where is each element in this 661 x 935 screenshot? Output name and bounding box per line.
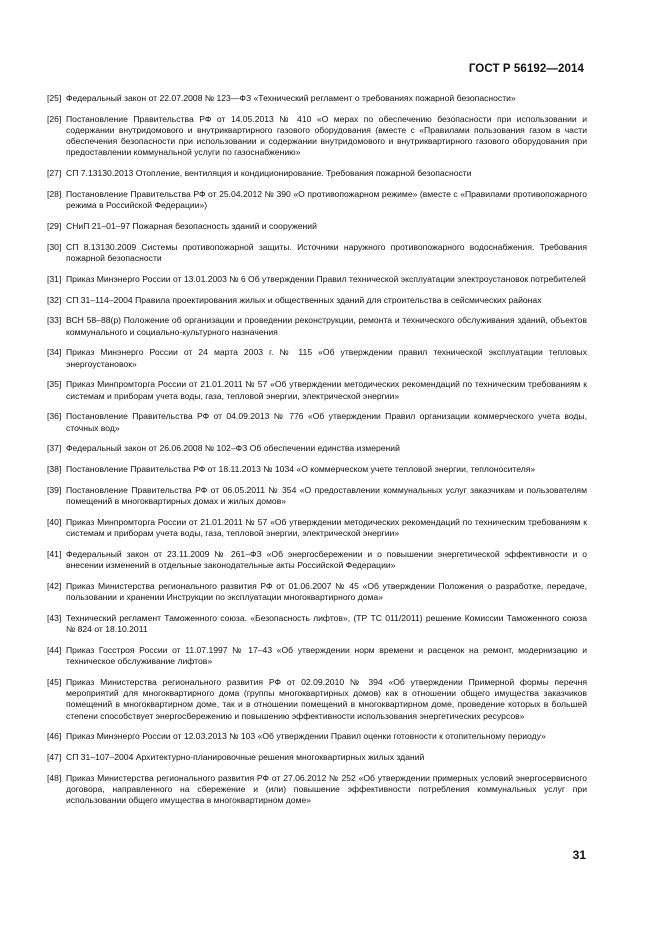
- reference-number: [32]: [47, 294, 62, 305]
- reference-text: Приказ Минпромторга России от 21.01.2011 № 57 «Об утверждении методических рекомендаций по техническим требованиям к системам и приборам учета воды, газа, тепловой энергии, электрической энергии»: [66, 516, 587, 539]
- reference-number: [39]: [47, 484, 62, 495]
- reference-text: Приказ Министерства регионального развития РФ от 02.09.2010 № 394 «Об утверждении Примерной формы перечня мероприятий для многоквартирного дома (группы многоквартирных домов) как в отношении общего имущества заказчиков помещений в многоквартирном доме, так и в отношении помещений в многоквартирном доме, проведение которых в большей степени способствует энергосбережению и повышению эффективности использования энергетических ресурсов»: [66, 676, 587, 721]
- reference-number: [44]: [47, 644, 62, 655]
- reference-number: [28]: [47, 189, 62, 199]
- reference-item: [47, 443, 587, 454]
- reference-item: [47, 93, 587, 104]
- reference-item: [47, 379, 587, 401]
- page-number: 31: [572, 848, 586, 862]
- reference-number: [27]: [47, 168, 62, 179]
- reference-item: [47, 731, 587, 742]
- reference-number: [45]: [47, 676, 62, 687]
- reference-text: Приказ Минэнерго России от 13.01.2003 № 6 Об утверждении Правил технической эксплуатации электроустановок потребителей: [66, 273, 586, 284]
- reference-text: Приказ Минэнерго России от 24 марта 2003 г. № 115 «Об утверждении правил технической эксплуатации тепловых энергоустановок»: [66, 347, 587, 369]
- reference-item: [47, 517, 587, 539]
- reference-item: [47, 485, 587, 507]
- reference-text: СНиП 21–01–97 Пожарная безопасность зданий и сооружений: [66, 221, 317, 231]
- reference-number: [26]: [47, 113, 62, 124]
- reference-item: [47, 242, 587, 264]
- reference-item: [47, 677, 587, 722]
- reference-text: Постановление Правительства РФ от 04.09.2013 № 776 «Об утверждении Правил организации коммерческого учета воды, сточных вод»: [66, 411, 587, 433]
- reference-list: [47, 93, 587, 816]
- reference-text: СП 31–114–2004 Правила проектирования жилых и общественных зданий для строительства в сейсмических районах: [66, 294, 542, 305]
- reference-number: [40]: [47, 516, 62, 527]
- reference-item: [47, 315, 587, 337]
- reference-text: Федеральный закон от 23.11.2009 № 261–ФЗ «Об энергосбережении и о повышении энергетической эффективности и о внесении изменений в отдельные законодательные акты Российской Федерации»: [66, 548, 587, 571]
- reference-text: ВСН 58–88(р) Положение об организации и проведении реконструкции, ремонта и технического обслуживания зданий, объектов коммунального и социально-культурного назначения: [66, 315, 587, 337]
- reference-number: [35]: [47, 379, 62, 390]
- reference-text: Технический регламент Таможенного союза. «Безопасность лифтов», (ТР ТС 011/2011) решение Комиссии Таможенного союза № 824 от 18.10.2011: [66, 612, 587, 635]
- reference-item: [47, 168, 587, 179]
- reference-number: [30]: [47, 241, 62, 252]
- reference-number: [48]: [47, 772, 62, 783]
- reference-number: [41]: [47, 548, 62, 559]
- reference-number: [36]: [47, 411, 62, 422]
- reference-text: Постановление Правительства РФ от 06.05.2011 № 354 «О предоставлении коммунальных услуг заказчикам и пользователям помещений в многоквартирных домах и жилых домов»: [66, 484, 587, 507]
- reference-item: [47, 773, 587, 807]
- reference-text: СП 31–107–2004 Архитектурно-планировочные решения многоквартирных жилых зданий: [66, 752, 425, 763]
- reference-item: [47, 581, 587, 603]
- reference-number: [38]: [47, 464, 62, 475]
- reference-item: [47, 752, 587, 763]
- reference-text: Приказ Министерства регионального развития РФ от 01.06.2007 № 45 «Об утверждении Положения о разработке, передаче, пользовании и хранении Инструкции по эксплуатации многоквартирного дома»: [66, 580, 587, 603]
- reference-number: [37]: [47, 443, 62, 454]
- reference-item: [47, 189, 587, 211]
- document-header: ГОСТ Р 56192—2014: [468, 63, 584, 75]
- reference-text: Приказ Министерства регионального развития РФ от 27.06.2012 № 252 «Об утверждении примерных условий энергосервисного договора, направленного на сбережение и (или) повышение эффективности потребления коммунальных услуг при использовании общего имущества в многоквартирном доме»: [66, 772, 587, 806]
- reference-item: [47, 549, 587, 571]
- reference-number: [46]: [47, 731, 62, 742]
- reference-text: СП 8.13130.2009 Системы противопожарной защиты. Источники наружного противопожарного водоснабжения. Требования пожарной безопасности: [66, 241, 587, 263]
- reference-text: СП 7.13130.2013 Отопление, вентиляция и кондиционирование. Требования пожарной безопасности: [66, 168, 472, 179]
- reference-number: [34]: [47, 347, 62, 358]
- reference-number: [42]: [47, 580, 62, 591]
- reference-item: [47, 274, 587, 285]
- reference-number: [33]: [47, 315, 62, 326]
- reference-number: [29]: [47, 221, 62, 231]
- reference-number: [43]: [47, 612, 62, 623]
- reference-text: Постановление Правительства РФ от 18.11.2013 № 1034 «О коммерческом учете тепловой энергии, теплоносителя»: [66, 464, 536, 475]
- reference-item: [47, 645, 587, 667]
- reference-text: Федеральный закон от 26.06.2008 № 102–ФЗ Об обеспечении единства измерений: [66, 443, 400, 454]
- reference-text: Федеральный закон от 22.07.2008 № 123—ФЗ «Технический регламент о требованиях пожарной безопасности»: [66, 93, 516, 103]
- reference-text: Приказ Минпромторга России от 21.01.2011 № 57 «Об утверждении методических рекомендаций по техническим требованиям к системам и приборам учета воды, газа, тепловой энергии, электрической энергии»: [66, 379, 587, 401]
- reference-item: [47, 221, 587, 232]
- reference-text: Приказ Минэнерго России от 12.03.2013 № 103 «Об утверждении Правил оценки готовности к отопительному периоду»: [66, 731, 546, 742]
- reference-item: [47, 411, 587, 433]
- reference-item: [47, 114, 587, 159]
- reference-item: [47, 295, 587, 306]
- reference-number: [25]: [47, 93, 62, 103]
- reference-text: Приказ Госстроя России от 11.07.1997 № 17–43 «Об утверждении норм времени и расценок на ремонт, модернизацию и техническое обслуживание лифтов»: [66, 644, 587, 667]
- reference-text: Постановление Правительства РФ от 14.05.2013 № 410 «О мерах по обеспечению безопасности при использовании и содержании внутридомового и внутриквартирного газового оборудования (вместе с «Правилами пользования газом в части обеспечения безопасности при использовании и содержании внутридомового и внутриквартирного газового оборудования при предоставлении коммунальной услуги по газоснабжению»: [66, 113, 587, 158]
- reference-text: Постановление Правительства РФ от 25.04.2012 № 390 «О противопожарном режиме» (вместе с «Правилами противопожарного режима в Российской Федерации»): [66, 189, 587, 211]
- reference-item: [47, 613, 587, 635]
- reference-number: [47]: [47, 752, 62, 763]
- reference-number: [31]: [47, 273, 62, 284]
- reference-item: [47, 464, 587, 475]
- reference-item: [47, 347, 587, 369]
